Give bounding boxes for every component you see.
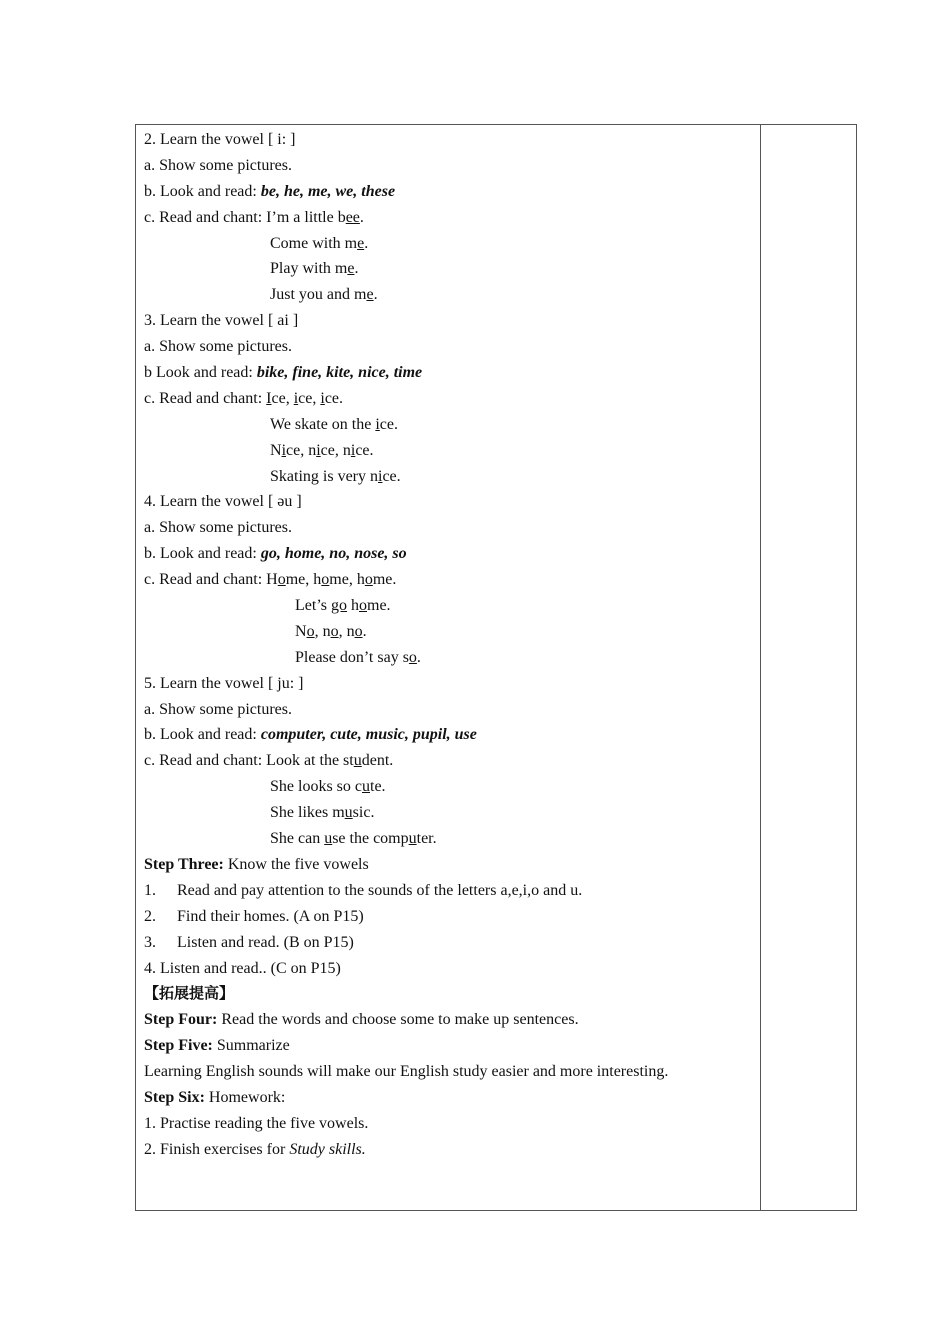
chant-text: Let’s [295, 597, 331, 615]
chant-text: ce, [271, 389, 294, 407]
chant-text: ce. [379, 415, 398, 433]
underlined-letter: o [354, 622, 363, 640]
item-text: Read and pay attention to the sounds of the letters a,e,i,o and u. [177, 881, 583, 899]
vowel-ou-step-a: a. Show some pictures. [144, 519, 292, 537]
chant-text: , n [314, 622, 331, 640]
step-b-label: b. Look and read: [144, 182, 261, 200]
chant-text: . [354, 260, 359, 278]
chant-text: We skate on the [270, 415, 376, 433]
chant-text: N [295, 622, 307, 640]
vowel-i-chant-line-4 [144, 282, 754, 308]
underlined-letter: u [344, 804, 353, 822]
underlined-letter: o [306, 622, 315, 640]
item-number: 2. [144, 907, 156, 925]
chant-text: She looks so c [270, 778, 362, 796]
chant-text: me. [367, 597, 391, 615]
underlined-letter: u [353, 752, 362, 770]
vowel-i-chant-line-2 [144, 231, 754, 257]
chant-text: H [266, 571, 278, 589]
step-five-label: Step Five: [144, 1037, 213, 1055]
chant-text: ce. [382, 467, 401, 485]
underlined-letter: u [362, 778, 370, 796]
vowel-i-title: 2. Learn the vowel [ i: ] [144, 131, 296, 148]
chant-text: . [373, 286, 378, 304]
step-three-label: Step Three: [144, 855, 224, 873]
chant-text: Just you and m [270, 286, 367, 304]
step-b-label: b Look and read: [144, 364, 257, 382]
underlined-letter: i [281, 441, 287, 459]
step-six-text: Homework: [204, 1088, 286, 1106]
underlined-letter: i [375, 415, 380, 433]
step-six [144, 1085, 754, 1111]
vowel-ai-words: bike, fine, kite, nice, time [256, 364, 423, 382]
chant-text: . [416, 648, 421, 666]
step-three-heading [144, 852, 754, 878]
vowel-ju-chant-line-1 [144, 748, 754, 774]
vowel-ju-words: computer, cute, music, pupil, use [260, 726, 477, 744]
study-skills-title: Study skills. [289, 1140, 366, 1158]
underlined-letter: u [324, 830, 333, 848]
item-number: 1. [144, 881, 156, 899]
vowel-ai-chant-line-2 [144, 412, 754, 438]
underlined-letter: i [293, 389, 299, 407]
step-three-item-1 [144, 878, 754, 904]
underlined-letter: o [277, 571, 286, 589]
underlined-letter: I [266, 389, 272, 407]
chant-text: Come with m [270, 234, 358, 252]
underlined-letter: o [364, 571, 373, 589]
underlined-letter: u [408, 830, 417, 848]
step-six-label: Step Six: [144, 1088, 205, 1106]
vowel-ju-step-b [144, 722, 754, 748]
chant-text: me, h [285, 571, 322, 589]
step-b-label: b. Look and read: [144, 726, 261, 744]
vowel-ju-chant-line-2 [144, 774, 754, 800]
chant-text: se the comp [332, 830, 409, 848]
underlined-letter: i [320, 389, 325, 407]
step-three-text: Know the five vowels [223, 855, 369, 873]
vowel-ou-step-b [144, 541, 754, 567]
chant-text: ce, [298, 389, 321, 407]
step-five [144, 1033, 754, 1059]
homework-item-1: 1. Practise reading the five vowels. [144, 1114, 369, 1132]
chant-text: te. [370, 778, 386, 796]
vowel-ju-chant-line-3 [144, 800, 754, 826]
vowel-ai-chant-line-3 [144, 438, 754, 464]
step-three-item-4: 4. Listen and read.. (C on P15) [144, 959, 341, 977]
vowel-ou-chant-line-4 [144, 645, 754, 671]
summary-text: Learning English sounds will make our English study easier and more interesting. [144, 1063, 669, 1081]
chant-text: ce, n [320, 441, 351, 459]
vowel-ju-title: 5. Learn the vowel [ ju: ] [144, 674, 304, 692]
chant-text: ce. [324, 389, 344, 407]
vowel-i-step-a: a. Show some pictures. [144, 156, 292, 174]
vowel-i-words: be, he, me, we, these [260, 182, 396, 200]
chant-text: . [362, 622, 367, 640]
step-c-label: c. Read and chant: [144, 389, 267, 407]
vowel-ou-chant-line-3 [144, 619, 754, 645]
chant-text: Skating is very n [270, 467, 378, 485]
underlined-letter: o [359, 597, 367, 615]
underlined-letter: i [350, 441, 356, 459]
vowel-ai-chant-line-4 [144, 464, 754, 490]
vowel-i-step-b [144, 179, 754, 205]
vowel-ju-step-a: a. Show some pictures. [144, 700, 292, 718]
chant-text: N [270, 441, 282, 459]
chant-text: ce. [355, 441, 374, 459]
step-c-label: c. Read and chant: [144, 571, 267, 589]
vowel-i-chant-line-3 [144, 256, 754, 282]
underlined-letter: e [357, 234, 365, 252]
underlined-letter: go [331, 597, 347, 615]
item-text: Listen and read. (B on P15) [177, 933, 354, 951]
vowel-i-chant-line-1 [144, 205, 754, 231]
chant-text: I’m a little b [266, 208, 346, 226]
vowel-ou-words: go, home, no, nose, so [260, 545, 407, 563]
chant-text: ce, n [286, 441, 317, 459]
vowel-ou-chant-line-2 [144, 593, 754, 619]
item-number: 3. [144, 933, 156, 951]
step-three-item-3 [144, 930, 754, 956]
underlined-letter: o [330, 622, 339, 640]
step-four-text: Read the words and choose some to make up sentences. [217, 1011, 579, 1029]
step-five-text: Summarize [212, 1037, 290, 1055]
extension-heading: 【拓展提高】 [144, 984, 235, 1003]
chant-text: me. [372, 571, 397, 589]
underlined-letter: e [347, 260, 355, 278]
chant-text: . [359, 208, 364, 226]
chant-text: Look at the st [266, 752, 354, 770]
vowel-ou-title: 4. Learn the vowel [ əu ] [144, 493, 302, 511]
chant-text: me, h [329, 571, 365, 589]
step-three-item-2 [144, 904, 754, 930]
step-c-label: c. Read and chant: [144, 208, 267, 226]
step-four-label: Step Four: [144, 1011, 218, 1029]
vowel-ai-step-a: a. Show some pictures. [144, 338, 292, 356]
underlined-letter: i [378, 467, 383, 485]
vowel-ou-chant-line-1 [144, 567, 754, 593]
homework-text: 2. Finish exercises for [144, 1140, 290, 1158]
vowel-ai-step-b [144, 360, 754, 386]
chant-text: sic. [352, 804, 375, 822]
step-c-label: c. Read and chant: [144, 752, 267, 770]
step-b-label: b. Look and read: [144, 545, 261, 563]
chant-text: , n [338, 622, 355, 640]
underlined-letter: e [366, 286, 374, 304]
chant-text: dent. [361, 752, 394, 770]
underlined-letter: i [316, 441, 321, 459]
vowel-ju-chant-line-4 [144, 826, 754, 852]
underlined-letter: ee [345, 208, 360, 226]
chant-text: ter. [416, 830, 437, 848]
column-divider [760, 125, 761, 1210]
chant-text: She can [270, 830, 325, 848]
item-text: Find their homes. (A on P15) [177, 907, 364, 925]
vowel-ai-title: 3. Learn the vowel [ ai ] [144, 312, 299, 330]
lesson-content-cell [144, 127, 754, 1163]
chant-text: Play with m [270, 260, 348, 278]
underlined-letter: o [408, 648, 417, 666]
chant-text: She likes m [270, 804, 345, 822]
vowel-ai-chant-line-1 [144, 386, 754, 412]
step-four [144, 1007, 754, 1033]
chant-text: Please don’t say s [295, 648, 409, 666]
homework-item-2 [144, 1137, 754, 1163]
underlined-letter: o [321, 571, 330, 589]
lesson-table [135, 124, 857, 1211]
chant-text: h [347, 597, 359, 615]
chant-text: . [364, 234, 369, 252]
